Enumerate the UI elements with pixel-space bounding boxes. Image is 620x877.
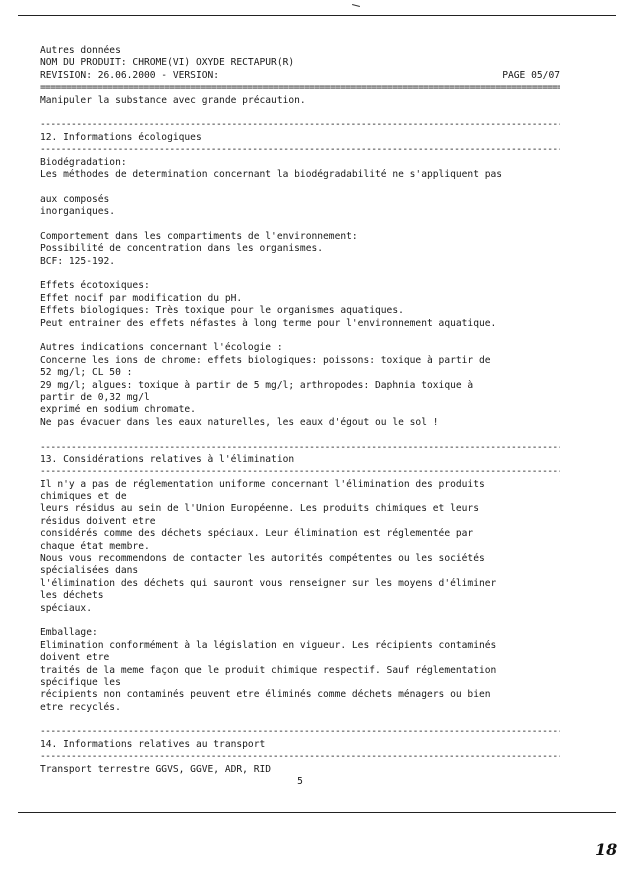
text-line: etre recyclés.	[40, 701, 121, 713]
separator	[40, 751, 560, 763]
top-rule	[18, 15, 616, 16]
text-line: Il n'y a pas de réglementation uniforme concernant l'élimination des produits	[40, 478, 485, 490]
separator	[40, 726, 560, 738]
text-line: chimiques et de	[40, 491, 127, 503]
text-line: Ne pas évacuer dans les eaux naturelles, les eaux d'égout ou le sol !	[40, 416, 439, 428]
text-line: Nous vous recommendons de contacter les autorités compétentes ou les sociétés	[40, 553, 485, 565]
other-heading: Autres indications concernant l'écologie :	[40, 342, 283, 354]
text-line: spécifique les	[40, 676, 121, 688]
text-line: spécialisées dans	[40, 565, 139, 577]
revision: REVISION: 26.06.2000 - VERSION:	[40, 69, 220, 81]
text-line: exprimé en sodium chromate.	[40, 404, 196, 416]
page-indicator: PAGE 05/07	[502, 69, 560, 81]
text-line: spéciaux.	[40, 602, 92, 614]
text-line: Concerne les ions de chrome: effets biologiques: poissons: toxique à partir de	[40, 354, 491, 366]
text-line: Effet nocif par modification du pH.	[40, 292, 243, 304]
text-line: partir de 0,32 mg/l	[40, 391, 150, 403]
text-line: Transport terrestre GGVS, GGVE, ADR, RID	[40, 763, 272, 775]
eco-heading: Effets écotoxiques:	[40, 280, 150, 292]
scan-mark	[352, 4, 360, 7]
text-line: inorganiques.	[40, 206, 116, 218]
text-line: chaque état membre.	[40, 540, 150, 552]
separator	[40, 466, 560, 478]
separator-double	[40, 82, 560, 94]
document-body	[40, 45, 560, 788]
text-line: leurs résidus au sein de l'Union Européenne. Les produits chimiques et leurs	[40, 503, 479, 515]
revision-row	[40, 70, 560, 82]
packaging-heading: Emballage:	[40, 627, 98, 639]
text-line: les déchets	[40, 590, 104, 602]
page-number: 5	[297, 776, 303, 788]
bottom-rule	[18, 812, 616, 813]
section-14-title: 14. Informations relatives au transport	[40, 738, 266, 750]
text-line: résidus doivent etre	[40, 515, 156, 527]
header-line1: Autres données	[40, 45, 121, 56]
intro-text: Manipuler la substance avec grande précaution.	[40, 94, 306, 106]
text-line: traités de la meme façon que le produit chimique respectif. Sauf réglementation	[40, 664, 497, 676]
text-line: 52 mg/l; CL 50 :	[40, 367, 133, 379]
separator	[40, 144, 560, 156]
separator	[40, 442, 560, 454]
text-line: doivent etre	[40, 652, 110, 664]
handwritten-mark: 18	[595, 840, 618, 859]
product-name: NOM DU PRODUIT: CHROME(VI) OXYDE RECTAPUR(R)	[40, 57, 295, 69]
text-line: 29 mg/l; algues: toxique à partir de 5 mg/l; arthropodes: Daphnia toxique à	[40, 379, 474, 391]
text-line: Les méthodes de determination concernant la biodégradabilité ne s'appliquent pas	[40, 168, 503, 180]
text-line: considérés comme des déchets spéciaux. Leur élimination est réglementée par	[40, 528, 474, 540]
text-line: Peut entrainer des effets néfastes à long terme pour l'environnement aquatique.	[40, 317, 497, 329]
text-line: aux composés	[40, 193, 110, 205]
text-line: l'élimination des déchets qui sauront vous renseigner sur les moyens d'éliminer	[40, 577, 497, 589]
text-line: Effets biologiques: Très toxique pour le organismes aquatiques.	[40, 305, 404, 317]
text-line: récipients non contaminés peuvent etre éliminés comme déchets ménagers ou bien	[40, 689, 491, 701]
text-line: Possibilité de concentration dans les organismes.	[40, 243, 324, 255]
biodeg-heading: Biodégradation:	[40, 156, 127, 168]
text-line: Elimination conformément à la législation en vigueur. Les récipients contaminés	[40, 639, 497, 651]
section-12-title: 12. Informations écologiques	[40, 131, 202, 143]
section-13-title: 13. Considérations relatives à l'élimination	[40, 453, 295, 465]
comp-heading: Comportement dans les compartiments de l'environnement:	[40, 230, 358, 242]
text-line: BCF: 125-192.	[40, 255, 116, 267]
separator	[40, 119, 560, 131]
